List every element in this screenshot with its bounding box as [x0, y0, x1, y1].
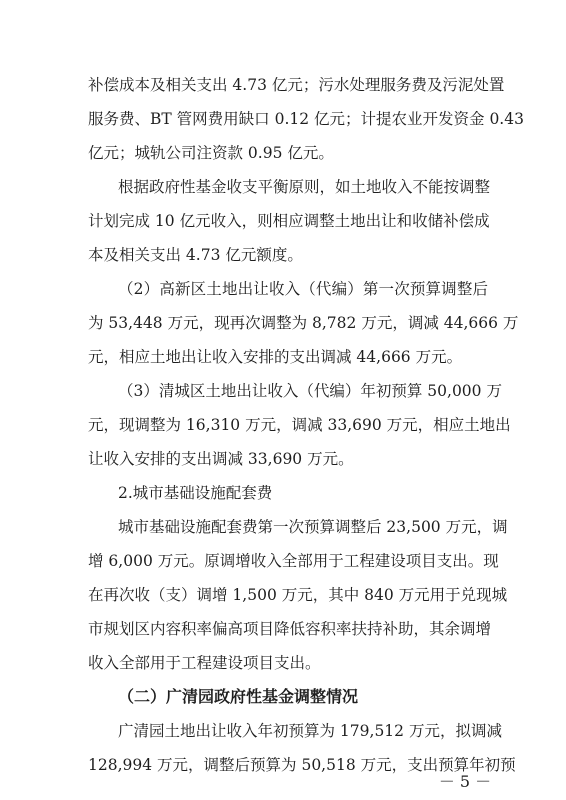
- text-line: 亿元；城轨公司注资款 0.95 亿元。: [88, 144, 334, 162]
- subheading: 2.城市基础设施配套费: [118, 484, 273, 502]
- text-line: 计划完成 10 亿元收入，则相应调整土地出让和收储补偿成: [88, 212, 490, 230]
- text-line: 市规划区内容积率偏高项目降低容积率扶持补助，其余调增: [88, 620, 492, 638]
- text-line: 服务费、BT 管网费用缺口 0.12 亿元；计提农业开发资金 0.43: [88, 110, 524, 128]
- text-line: 让收入安排的支出调减 33,690 万元。: [88, 450, 354, 468]
- text-line: 元，现调整为 16,310 万元，调减 33,690 万元，相应土地出: [88, 416, 511, 434]
- text-line: 本及相关支出 4.73 亿元额度。: [88, 246, 303, 264]
- text-line: 根据政府性基金收支平衡原则，如土地收入不能按调整: [118, 178, 491, 196]
- text-line: 为 53,448 万元，现再次调整为 8,782 万元，调减 44,666 万: [88, 314, 519, 332]
- text-line: 补偿成本及相关支出 4.73 亿元；污水处理服务费及污泥处置: [88, 76, 505, 94]
- text-line: 元，相应土地出让收入安排的支出调减 44,666 万元。: [88, 348, 463, 366]
- text-line: 收入全部用于工程建设项目支出。: [88, 654, 321, 672]
- text-line: 在再次收（支）调增 1,500 万元，其中 840 万元用于兑现城: [88, 586, 508, 604]
- text-line: 城市基础设施配套费第一次预算调整后 23,500 万元，调: [118, 518, 508, 536]
- text-line: 广清园土地出让收入年初预算为 179,512 万元，拟调减: [118, 722, 502, 740]
- text-line: （2）高新区土地出让收入（代编）第一次预算调整后: [118, 280, 488, 298]
- text-line: 增 6,000 万元。原调增收入全部用于工程建设项目支出。现: [88, 552, 499, 570]
- page-number: － 5 －: [438, 772, 492, 791]
- section-heading: （二）广清园政府性基金调整情况: [118, 687, 359, 706]
- text-line: 128,994 万元，调整后预算为 50,518 万元，支出预算年初预: [88, 756, 516, 774]
- text-line: （3）清城区土地出让收入（代编）年初预算 50,000 万: [118, 382, 502, 400]
